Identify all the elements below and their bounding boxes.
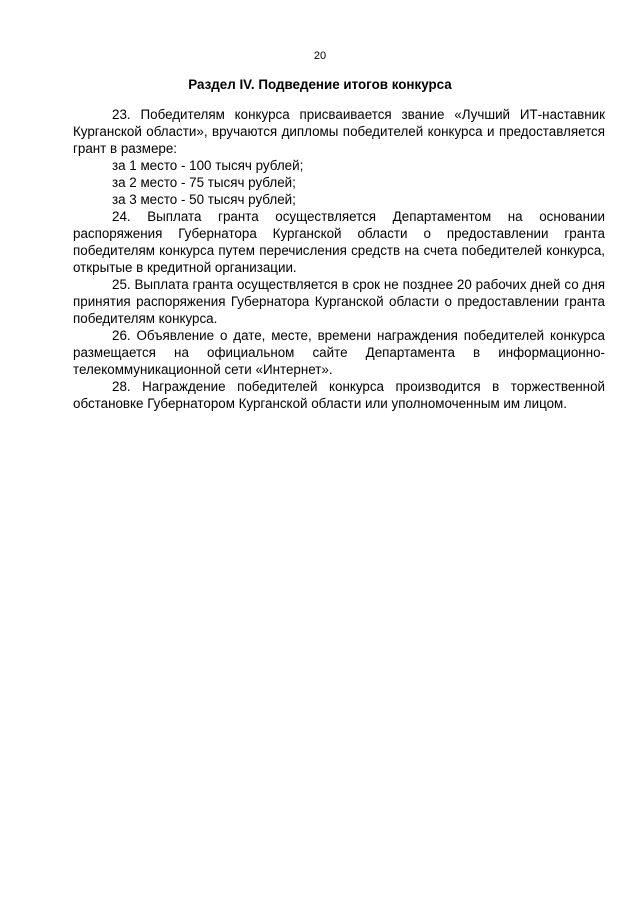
section-title: Раздел IV. Подведение итогов конкурса bbox=[188, 77, 452, 92]
paragraph-24: 24. Выплата гранта осуществляется Департаментом на основании распоряжения Губернатора Курганской области о предоставлении гранта победителям конкурса путем перечисления средств на счета победителей конкурса, открытые в кредитной организации. bbox=[73, 209, 605, 275]
paragraph-23: 23. Победителям конкурса присваивается звание «Лучший ИТ-наставник Курганской области», вручаются дипломы победителей конкурса и предоставляется грант в размере: bbox=[73, 107, 605, 156]
paragraph-28: 28. Награждение победителей конкурса производится в торжественной обстановке Губернатором Курганской области или уполномоченным им лицом. bbox=[73, 379, 605, 411]
paragraph-25: 25. Выплата гранта осуществляется в срок не позднее 20 рабочих дней со дня принятия распоряжения Губернатора Курганской области о предоставлении гранта победителям конкурса. bbox=[73, 277, 605, 326]
page-number: 20 bbox=[313, 50, 327, 62]
grant-place-1: за 1 место - 100 тысяч рублей; bbox=[112, 158, 304, 173]
document-body bbox=[73, 106, 605, 412]
grant-place-3: за 3 место - 50 тысяч рублей; bbox=[112, 192, 296, 207]
grant-place-2: за 2 место - 75 тысяч рублей; bbox=[112, 175, 296, 190]
paragraph-26: 26. Объявление о дате, месте, времени награждения победителей конкурса размещается на официальном сайте Департамента в информационно-телекоммуникационной сети «Интернет». bbox=[73, 328, 605, 377]
